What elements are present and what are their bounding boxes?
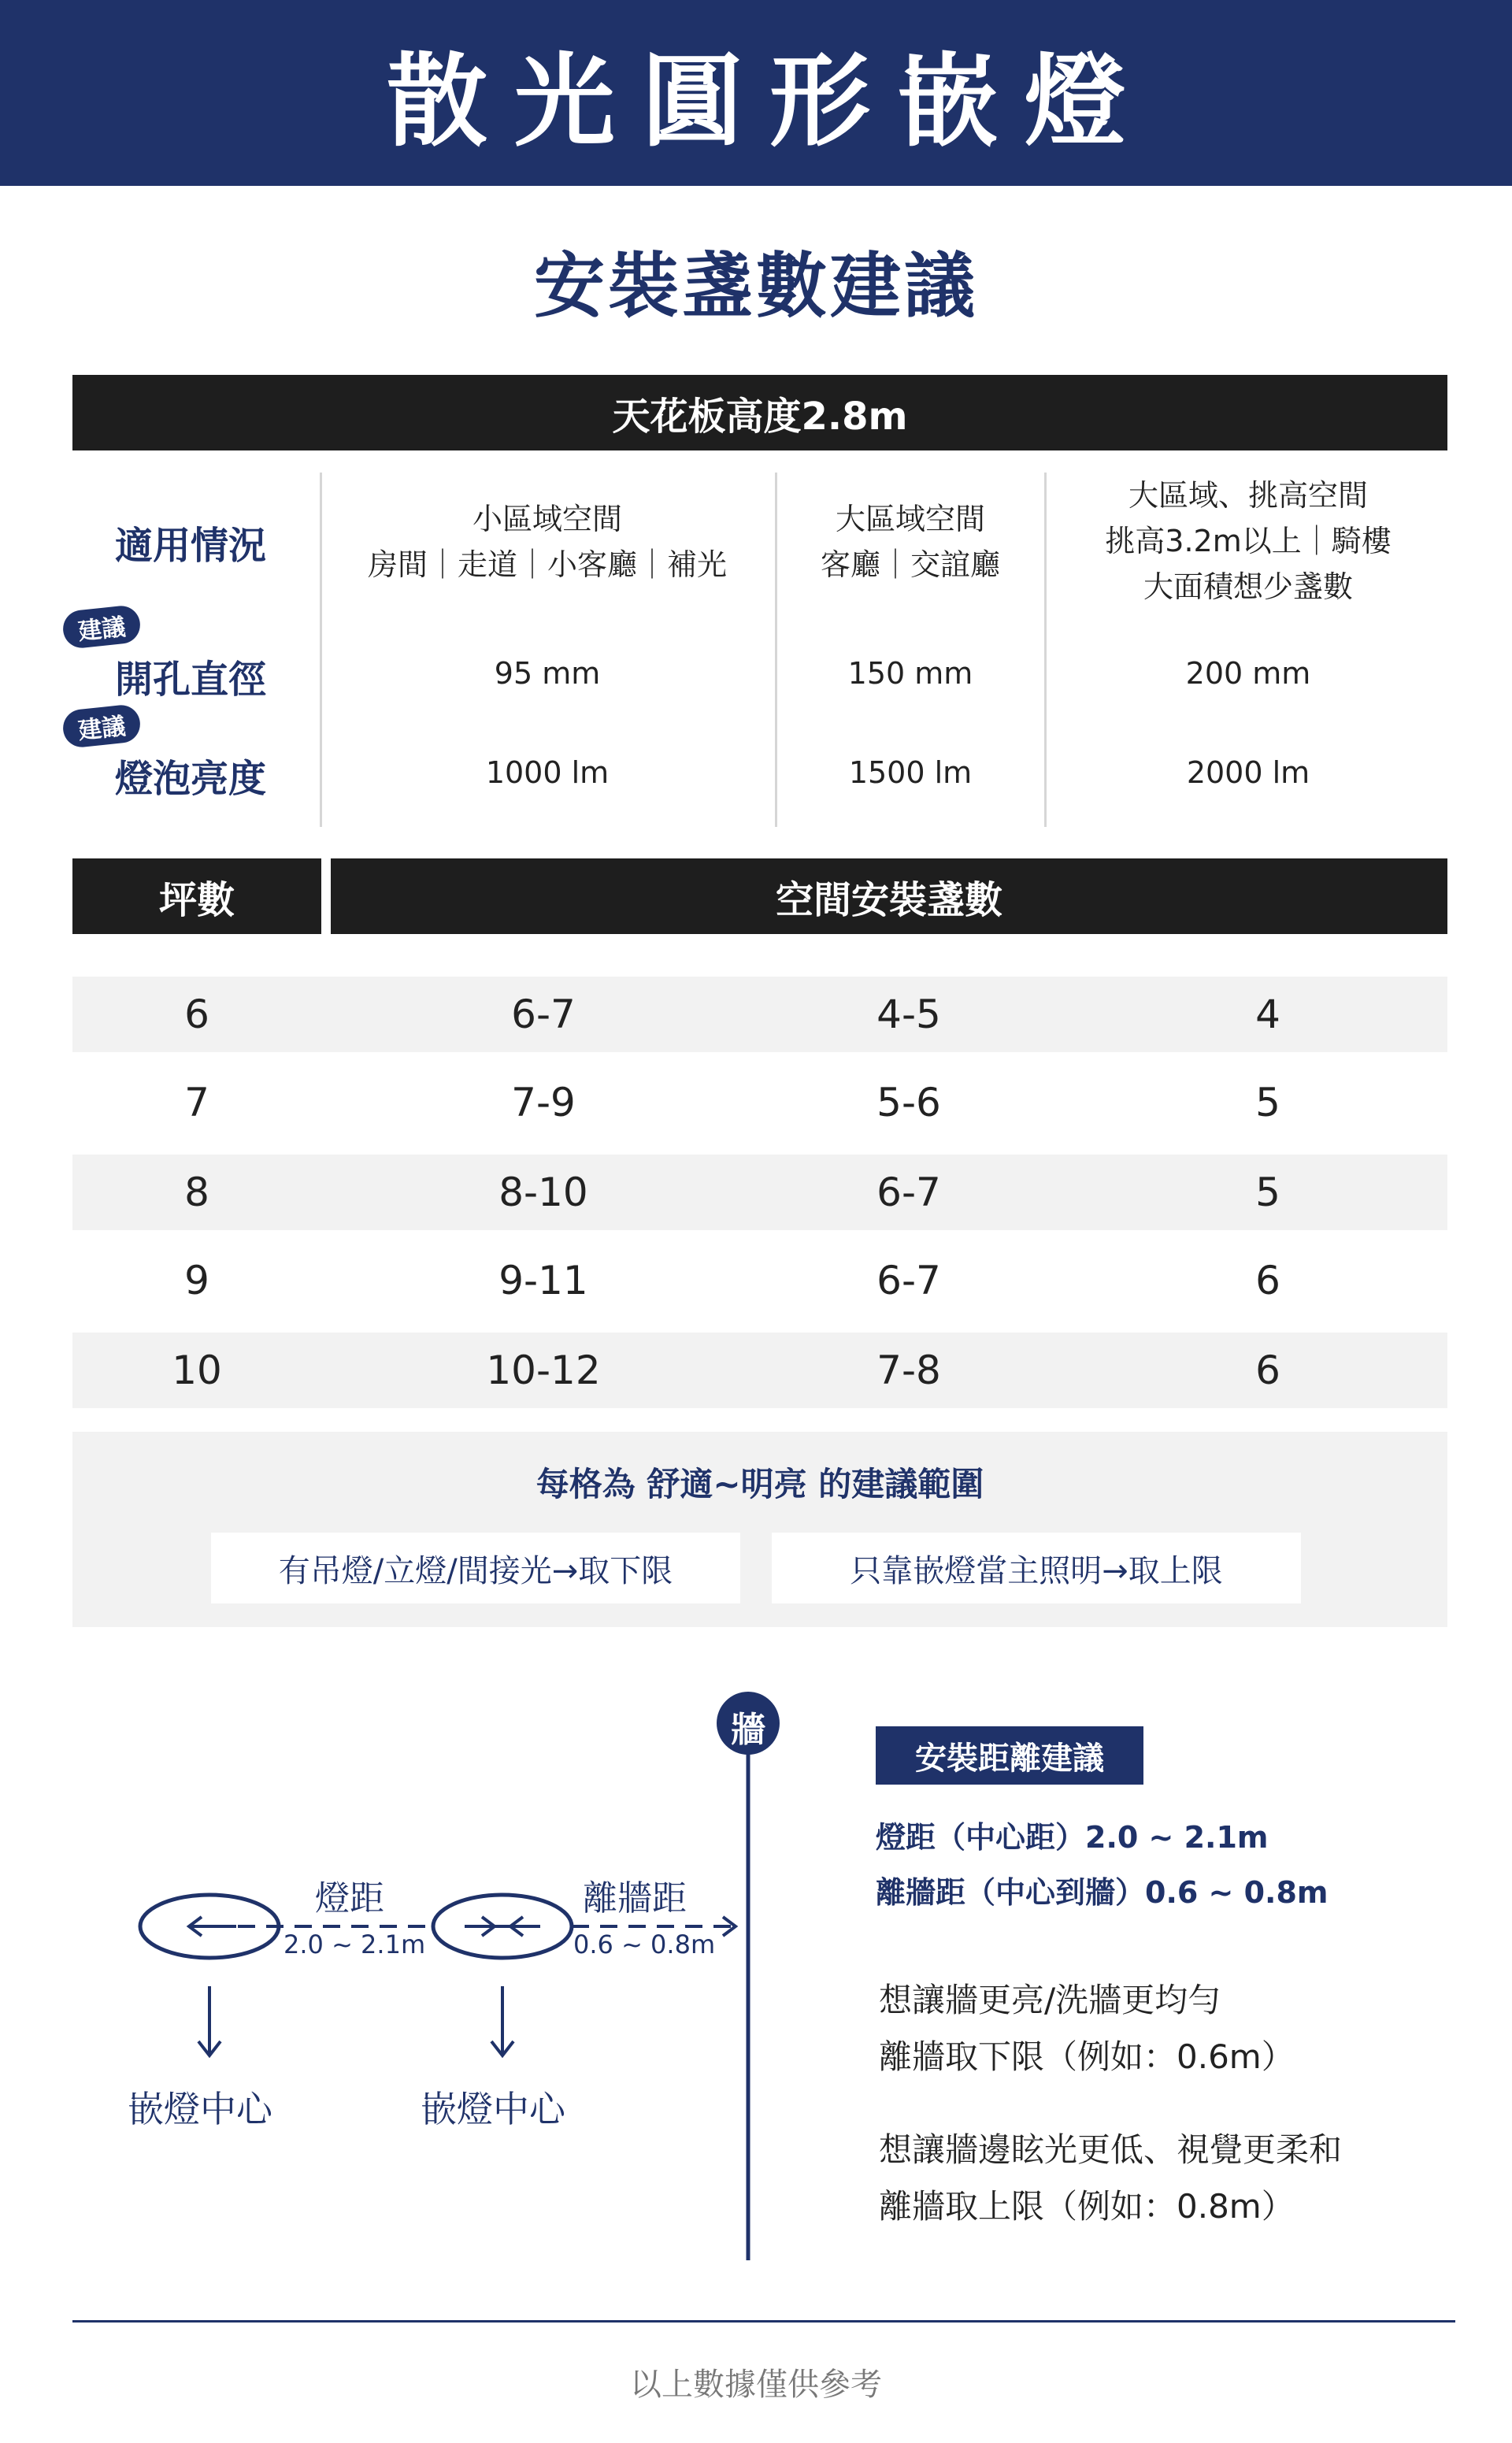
brightness-cell: 1500 lm	[848, 755, 973, 790]
lamp-distance-value: 2.0 ~ 2.1m	[284, 1930, 426, 1959]
usage-line: 房間｜走道｜小客廳｜補光	[367, 547, 727, 582]
range-note-headline: 每格為 舒適~明亮 的建議範圍	[536, 1465, 984, 1503]
wall-distance-value: 0.6 ~ 0.8m	[573, 1930, 716, 1959]
count-cell: 6	[1255, 1348, 1280, 1393]
tip-line: 離牆取下限（例如：0.6m）	[879, 2037, 1295, 2076]
distance-advice-line: 燈距（中心距）2.0 ~ 2.1m	[876, 1820, 1269, 1855]
distance-advice-title: 安裝距離建議	[876, 1726, 1143, 1785]
count-cell: 4	[1255, 992, 1280, 1037]
lamp-center-label: 嵌燈中心	[421, 2088, 565, 2130]
count-cell: 6	[1255, 1258, 1280, 1303]
suggest-badge: 建議	[61, 604, 142, 650]
hole-cell: 95 mm	[494, 656, 601, 691]
usage-line: 挑高3.2m以上｜騎樓	[1105, 524, 1392, 558]
tip-line: 想讓牆邊眩光更低、視覺更柔和	[879, 2130, 1343, 2169]
brightness-row-label: 燈泡亮度	[115, 757, 267, 801]
hole-row-label: 開孔直徑	[115, 658, 267, 702]
lamp-distance-label: 燈距	[315, 1878, 384, 1918]
count-cell: 7-8	[876, 1348, 941, 1393]
ping-cell: 8	[184, 1170, 209, 1215]
lower-limit-note: 有吊燈/立燈/間接光→取下限	[211, 1533, 740, 1603]
suggest-badge: 建議	[61, 703, 142, 749]
count-cell: 5	[1255, 1080, 1280, 1125]
count-header: 空間安裝盞數	[331, 858, 1447, 934]
footer-note: 以上數據僅供參考	[630, 2367, 882, 2403]
ceiling-height-bar: 天花板高度2.8m	[72, 375, 1447, 450]
count-cell: 5-6	[876, 1080, 941, 1125]
usage-cell-large	[778, 496, 1043, 588]
usage-line: 客廳｜交誼廳	[820, 547, 1000, 582]
count-cell: 9-11	[498, 1258, 588, 1303]
count-cell: 7-9	[511, 1080, 576, 1125]
count-cell: 8-10	[498, 1170, 588, 1215]
ping-cell: 9	[184, 1258, 209, 1303]
usage-line: 大面積想少盞數	[1143, 569, 1353, 604]
usage-cell-small	[323, 496, 772, 588]
count-cell: 6-7	[876, 1170, 941, 1215]
page-title: 散光圓形嵌燈	[386, 43, 1152, 161]
lamp-center-label: 嵌燈中心	[128, 2088, 272, 2130]
distance-advice-line: 離牆距（中心到牆）0.6 ~ 0.8m	[876, 1875, 1329, 1910]
divider	[775, 473, 777, 827]
ping-cell: 10	[172, 1348, 222, 1393]
ping-header: 坪數	[72, 858, 321, 934]
brightness-cell: 2000 lm	[1186, 755, 1310, 790]
wall-distance-label: 離牆距	[583, 1878, 687, 1918]
usage-line: 大區域、挑高空間	[1128, 478, 1368, 513]
tip-line: 想讓牆更亮/洗牆更均勻	[879, 1981, 1221, 2019]
hole-cell: 150 mm	[847, 656, 973, 691]
count-cell: 10-12	[486, 1348, 601, 1393]
upper-limit-note: 只靠嵌燈當主照明→取上限	[772, 1533, 1301, 1603]
hole-cell: 200 mm	[1185, 656, 1311, 691]
section-title: 安裝盞數建議	[534, 245, 978, 328]
usage-cell-high	[1047, 473, 1449, 610]
divider	[1044, 473, 1047, 827]
usage-line: 大區域空間	[835, 502, 985, 536]
usage-line: 小區域空間	[472, 502, 622, 536]
footer-divider	[72, 2320, 1455, 2323]
divider	[320, 473, 322, 827]
count-cell: 4-5	[876, 992, 941, 1037]
tip-line: 離牆取上限（例如：0.8m）	[879, 2187, 1295, 2226]
ping-cell: 7	[184, 1080, 209, 1125]
count-cell: 5	[1255, 1170, 1280, 1215]
usage-row-label: 適用情況	[115, 524, 267, 568]
brightness-cell: 1000 lm	[485, 755, 610, 790]
count-cell: 6-7	[876, 1258, 941, 1303]
ping-cell: 6	[184, 992, 209, 1037]
count-cell: 6-7	[511, 992, 576, 1037]
wall-label: 牆	[731, 1710, 765, 1750]
